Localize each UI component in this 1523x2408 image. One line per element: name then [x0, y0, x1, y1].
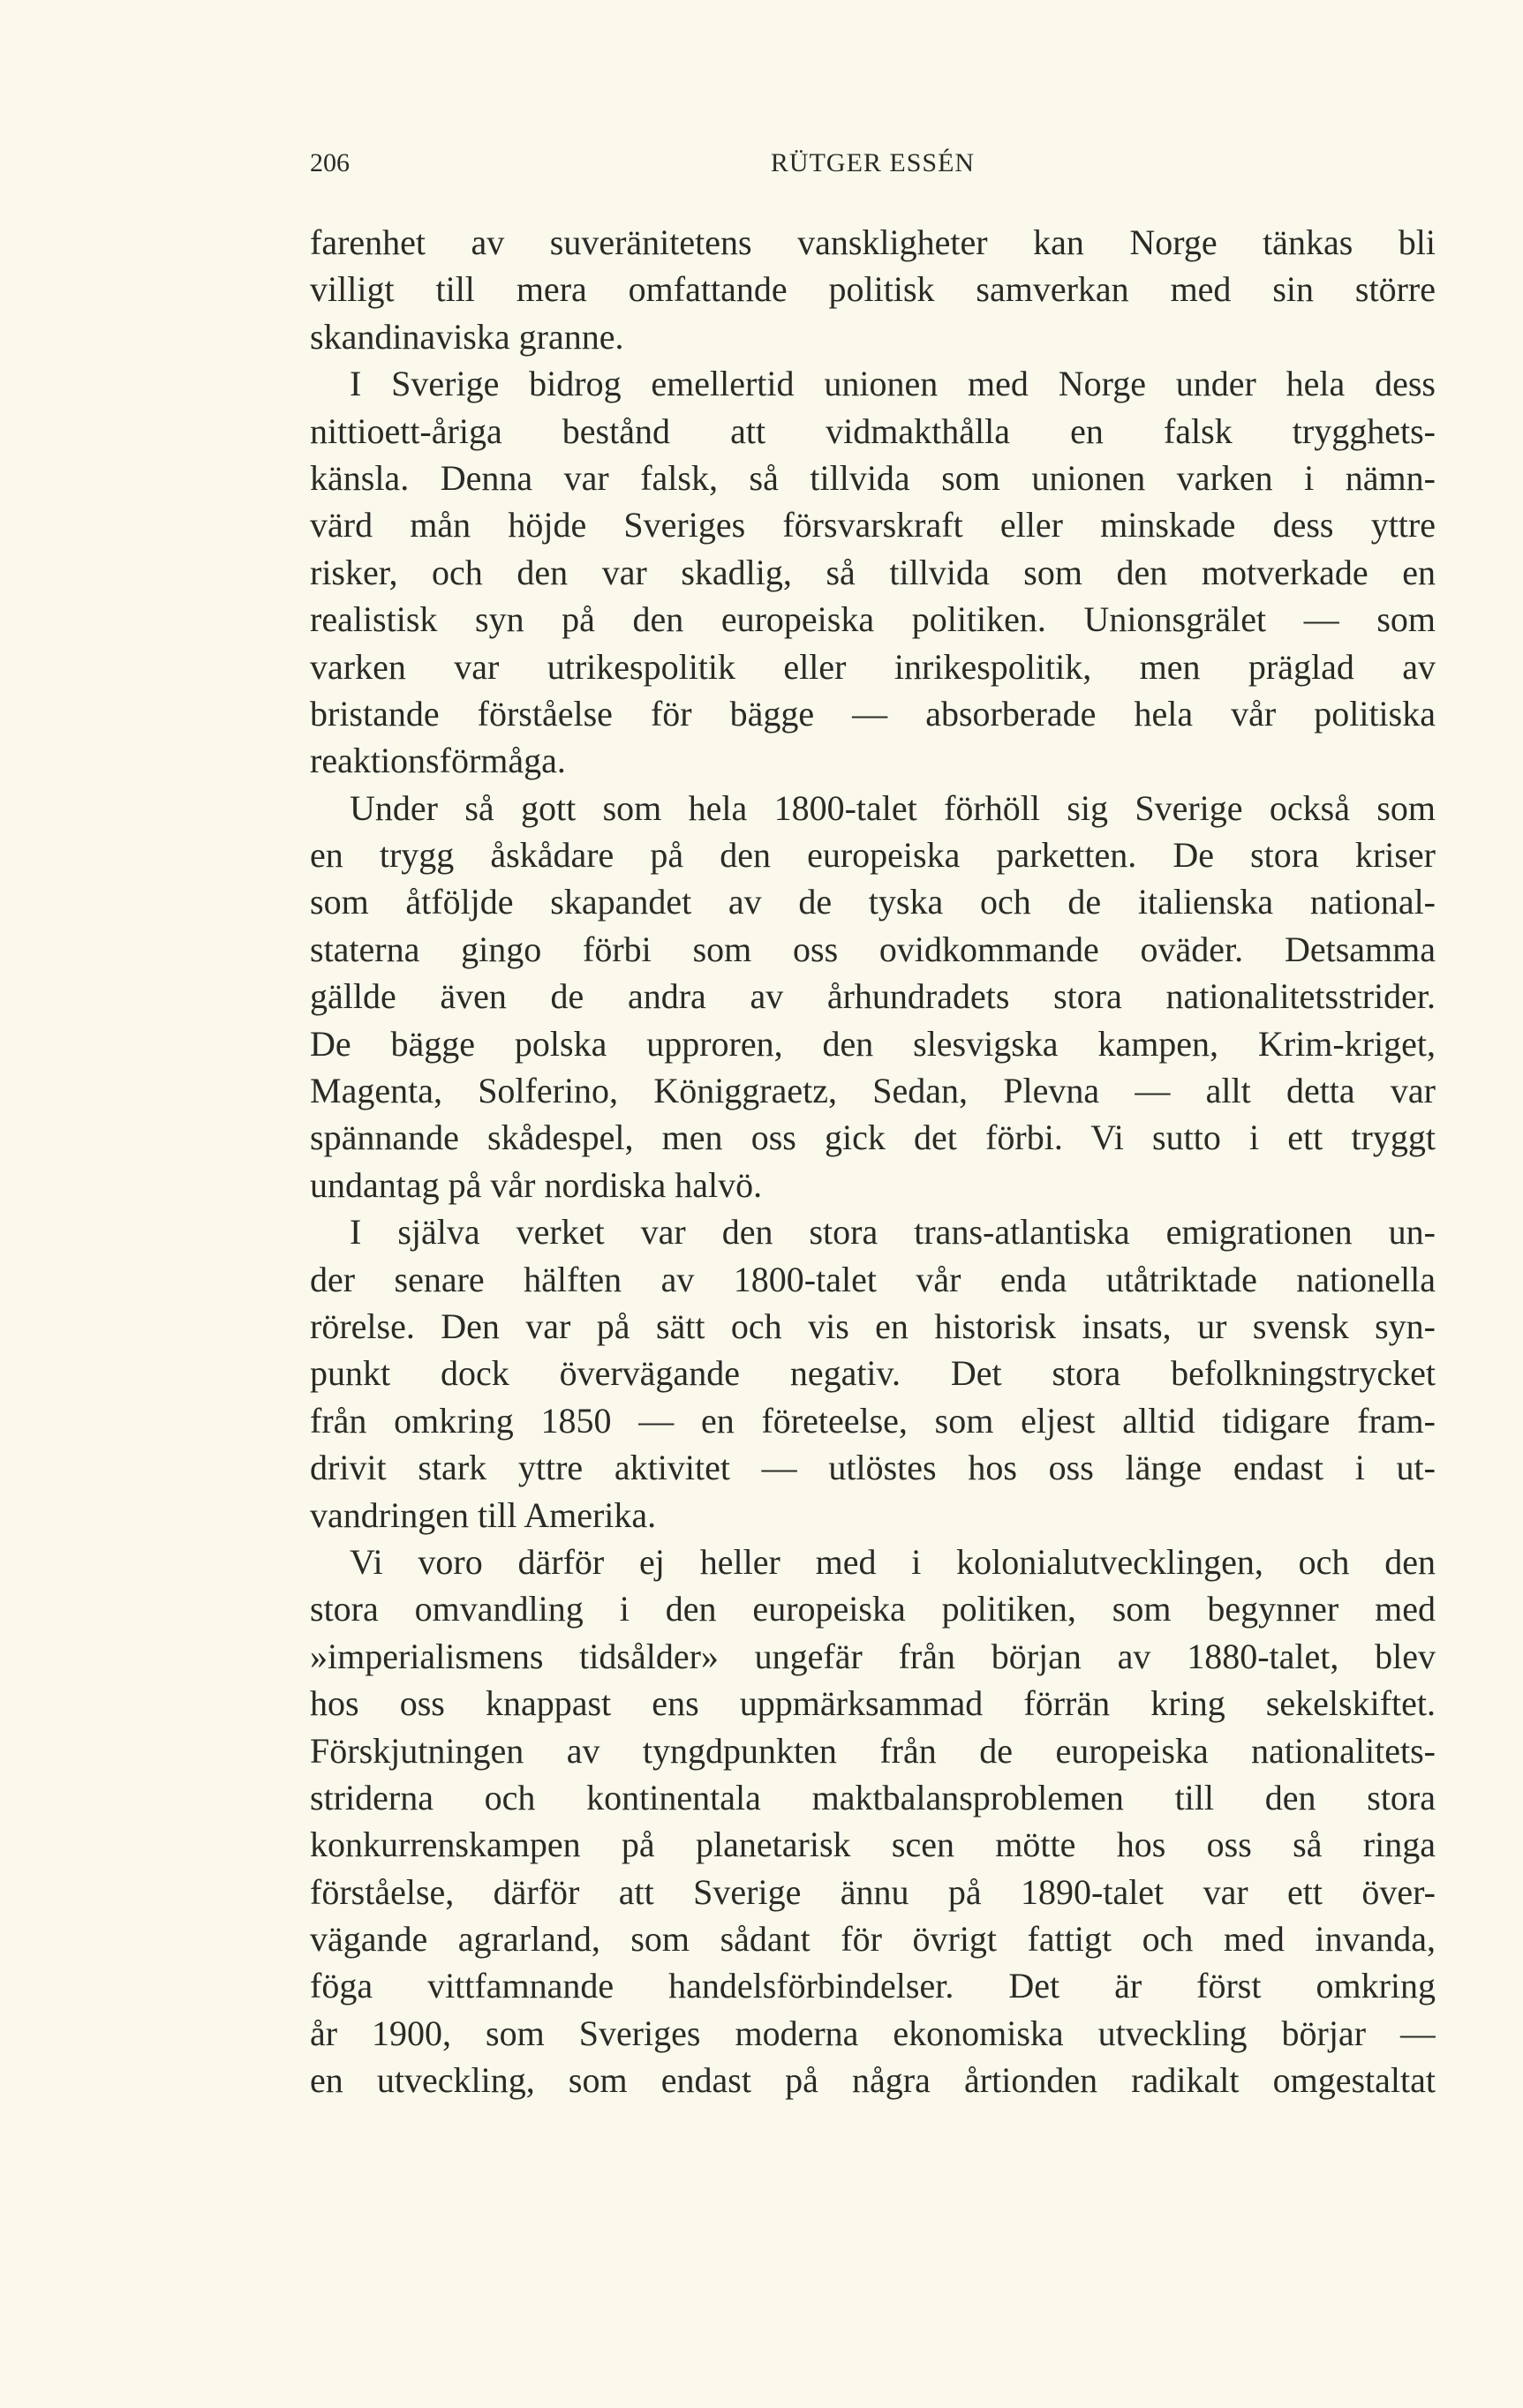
text-line: skandinaviska granne.: [310, 316, 624, 357]
text-line: värd mån höjde Sveriges försvarskraft eller minskade dess yttre: [310, 505, 1436, 546]
text-line: från omkring 1850 — en företeelse, som eljest alltid tidigare fram-: [310, 1400, 1436, 1441]
text-line: Förskjutningen av tyngdpunkten från de europeiska nationalitets-: [310, 1730, 1436, 1771]
text-line: vandringen till Amerika.: [310, 1494, 657, 1535]
text-line: reaktionsförmåga.: [310, 741, 566, 781]
text-line: stora omvandling i den europeiska politiken, som begynner med: [310, 1589, 1436, 1629]
text-line: De bägge polska upproren, den slesvigska kampen, Krim-kriget,: [310, 1023, 1436, 1064]
running-header: [310, 148, 1436, 189]
text-line: hos oss knappast ens uppmärksammad förrän kring sekelskiftet.: [310, 1683, 1436, 1724]
text-line: en trygg åskådare på den europeiska parketten. De stora kriser: [310, 835, 1436, 876]
text-line: Magenta, Solferino, Königgraetz, Sedan, Plevna — allt detta var: [310, 1071, 1436, 1111]
text-line: I själva verket var den stora trans-atlantiska emigrationen un-: [350, 1212, 1436, 1253]
text-line: Under så gott som hela 1800-talet förhöll sig Sverige också som: [350, 787, 1436, 828]
text-line: år 1900, som Sveriges moderna ekonomiska utveckling börjar —: [310, 2013, 1436, 2053]
paragraph: [310, 1208, 1436, 1539]
text-line: farenhet av suveränitetens vanskligheter kan Norge tänkas bli: [310, 222, 1436, 262]
paragraph: [310, 360, 1436, 785]
text-line: förståelse, därför att Sverige ännu på 1890-talet var ett över-: [310, 1871, 1436, 1912]
text-line: känsla. Denna var falsk, så tillvida som unionen varken i nämn-: [310, 457, 1436, 498]
text-line: drivit stark yttre aktivitet — utlöstes hos oss länge endast i ut-: [310, 1448, 1436, 1488]
text-line: punkt dock övervägande negativ. Det stora befolkningstrycket: [310, 1353, 1436, 1394]
text-line: villigt till mera omfattande politisk samverkan med sin större: [310, 269, 1436, 310]
text-line: realistisk syn på den europeiska politiken. Unionsgrälet — som: [310, 599, 1436, 640]
text-line: nittioett-åriga bestånd att vidmakthålla en falsk trygghets-: [310, 410, 1436, 451]
paragraph: [310, 219, 1436, 360]
text-line: gällde även de andra av århundradets stora nationalitetsstrider.: [310, 976, 1436, 1017]
body-text: [310, 219, 1436, 2104]
text-line: som åtföljde skapandet av de tyska och de italienska national-: [310, 882, 1436, 922]
paragraph: [310, 1539, 1436, 2104]
text-line: undantag på vår nordiska halvö.: [310, 1164, 763, 1205]
text-line: Vi voro därför ej heller med i kolonialutvecklingen, och den: [350, 1541, 1436, 1582]
text-line: spännande skådespel, men oss gick det förbi. Vi sutto i ett tryggt: [310, 1117, 1436, 1158]
text-line: en utveckling, som endast på några årtionden radikalt omgestaltat: [310, 2060, 1436, 2101]
text-line: konkurrenskampen på planetarisk scen mötte hos oss så ringa: [310, 1825, 1436, 1865]
text-line: striderna och kontinentala maktbalansproblemen till den stora: [310, 1777, 1436, 1817]
text-line: risker, och den var skadlig, så tillvida som den motverkade en: [310, 552, 1436, 592]
text-line: föga vittfamnande handelsförbindelser. Det är först omkring: [310, 1966, 1436, 2006]
text-line: rörelse. Den var på sätt och vis en historisk insats, ur svensk syn-: [310, 1306, 1436, 1346]
paragraph: [310, 785, 1436, 1209]
text-line: der senare hälften av 1800-talet vår enda utåtriktade nationella: [310, 1259, 1436, 1299]
page-number: 206: [310, 148, 350, 177]
text-line: staterna gingo förbi som oss ovidkommande oväder. Detsamma: [310, 929, 1436, 969]
text-line: varken var utrikespolitik eller inrikespolitik, men präglad av: [310, 646, 1436, 687]
text-line: bristande förståelse för bägge — absorberade hela vår politiska: [310, 693, 1436, 734]
running-title: RÜTGER ESSÉN: [770, 148, 976, 177]
text-line: »imperialismens tidsålder» ungefär från början av 1880-talet, blev: [310, 1636, 1436, 1676]
text-line: I Sverige bidrog emellertid unionen med Norge under hela dess: [350, 364, 1436, 404]
text-line: vägande agrarland, som sådant för övrigt fattigt och med invanda,: [310, 1919, 1436, 1960]
